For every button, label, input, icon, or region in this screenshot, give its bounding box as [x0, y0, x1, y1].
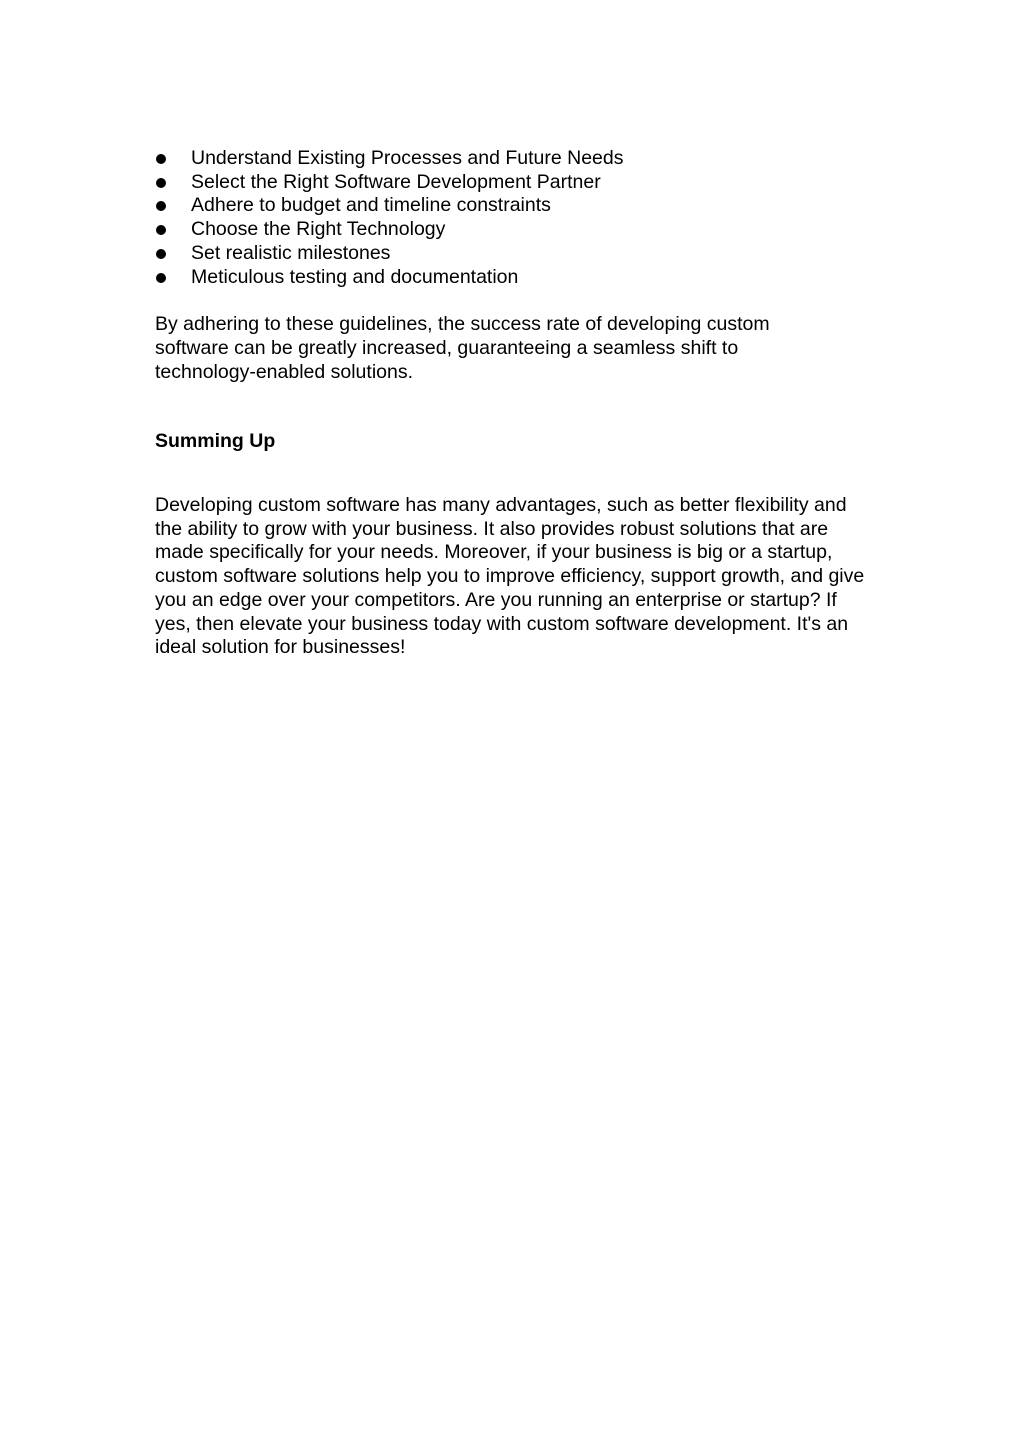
bullet-icon — [156, 225, 166, 235]
bullet-icon — [156, 273, 166, 283]
list-item-text: Meticulous testing and documentation — [191, 265, 519, 288]
page-content — [155, 147, 865, 660]
list-item — [155, 266, 865, 290]
list-item-text: Set realistic milestones — [191, 241, 391, 264]
list-item — [155, 218, 865, 242]
list-item-text: Adhere to budget and timeline constraints — [191, 194, 551, 217]
list-item — [155, 147, 865, 171]
bullet-list — [155, 147, 865, 289]
list-item-text: Select the Right Software Development Partner — [191, 170, 601, 193]
summary-paragraph: Developing custom software has many advantages, such as better flexibility and the ability to grow with your business. It also provides robust solutions that are made specifically for your needs. Moreover, if your business is big or a startup, custom software solutions help you to improve efficiency, support growth, and give you an edge over your competitors. Are you running an enterprise or startup? If yes, then elevate your business today with custom software development. It's an ideal solution for businesses! — [155, 494, 865, 659]
bullet-icon — [156, 178, 166, 188]
list-item — [155, 171, 865, 195]
bullet-icon — [156, 154, 166, 164]
list-item-text: Understand Existing Processes and Future Needs — [191, 147, 624, 169]
list-item-text: Choose the Right Technology — [191, 218, 446, 241]
section-heading: Summing Up — [155, 430, 276, 453]
guidelines-paragraph: By adhering to these guidelines, the success rate of developing custom software can be greatly increased, guaranteeing a seamless shift to technology-enabled solutions. — [155, 313, 770, 383]
bullet-icon — [156, 249, 166, 259]
list-item — [155, 194, 865, 218]
list-item — [155, 242, 865, 266]
bullet-icon — [156, 201, 166, 211]
